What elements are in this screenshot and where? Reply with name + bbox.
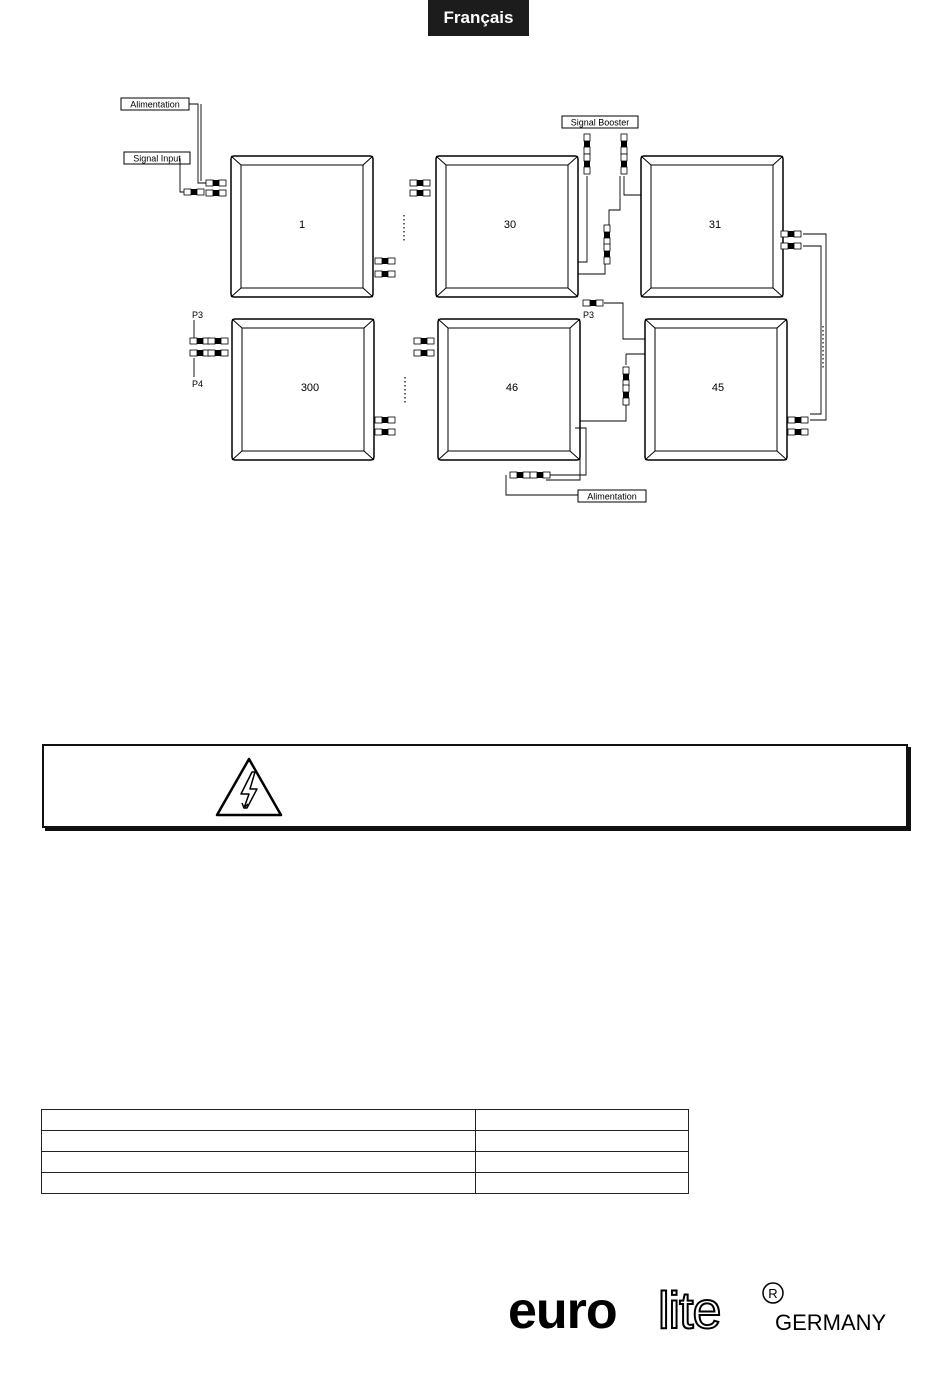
logo-country: GERMANY [775, 1310, 887, 1335]
eurolite-logo [508, 1280, 908, 1340]
panel-45 [645, 319, 787, 460]
table-row [42, 1152, 689, 1173]
table-cell [42, 1152, 476, 1173]
label-power-top [121, 98, 189, 110]
svg-text:Signal Input: Signal Input [133, 153, 181, 164]
warning-box [42, 744, 908, 828]
table-row [42, 1173, 689, 1194]
svg-text:euro: euro [508, 1282, 617, 1340]
panel-number: 30 [503, 219, 517, 231]
svg-text:Alimentation: Alimentation [130, 99, 180, 110]
spec-table [41, 1109, 689, 1194]
connection-diagram [0, 80, 950, 510]
svg-text:Alimentation: Alimentation [587, 491, 637, 502]
label-p3-right: P3 [583, 310, 595, 320]
label-signal-booster [562, 116, 638, 128]
table-cell [476, 1110, 689, 1131]
panel-1 [231, 156, 373, 297]
table-cell [476, 1173, 689, 1194]
panel-31 [641, 156, 783, 297]
high-voltage-warning-icon [214, 756, 284, 818]
panel-number: 300 [300, 382, 320, 394]
label-p4-left: P4 [192, 379, 204, 389]
table-cell [42, 1131, 476, 1152]
table-cell [42, 1173, 476, 1194]
svg-text:Signal Booster: Signal Booster [570, 117, 630, 128]
table-row [42, 1110, 689, 1131]
table-cell [476, 1152, 689, 1173]
label-p3-left: P3 [192, 310, 204, 320]
registered-mark: R [768, 1286, 778, 1301]
label-power-bottom [578, 490, 646, 502]
table-cell [476, 1131, 689, 1152]
panel-number: 45 [711, 382, 725, 394]
panel-number: 46 [505, 382, 519, 394]
language-tab: Français [428, 0, 529, 36]
panel-number: 31 [708, 219, 722, 231]
panel-number: 1 [298, 219, 306, 231]
panel-30 [436, 156, 578, 297]
svg-text:lite: lite [658, 1282, 721, 1340]
table-cell [42, 1110, 476, 1131]
table-row [42, 1131, 689, 1152]
panel-46 [438, 319, 580, 460]
panel-300 [232, 319, 374, 460]
